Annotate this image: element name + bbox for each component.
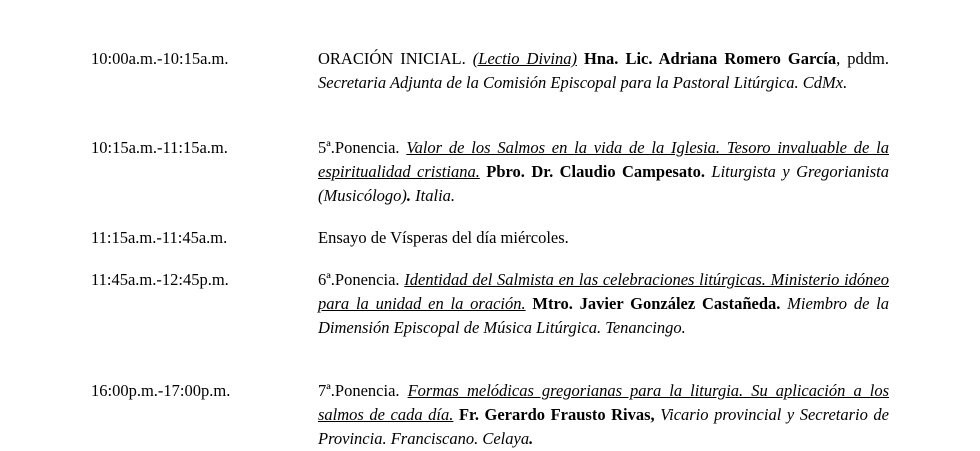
entry-speaker: Hna. Lic. Adriana Romero García: [584, 49, 837, 68]
entry-description: [318, 47, 889, 95]
entry-description: Ensayo de Vísperas del día miércoles.: [318, 228, 569, 247]
entry-speaker: Mtro. Javier González Castañeda.: [532, 294, 781, 313]
entry-speaker-suffix: , pddm.: [836, 49, 890, 68]
entry-time: 16:00p.m.-17:00p.m.: [91, 381, 231, 400]
entry-lead: 7ª.Ponencia.: [318, 381, 400, 400]
entry-lead: 6ª.Ponencia.: [318, 270, 400, 289]
entry-role: Liturgista y Gregorianista (Musicólogo): [318, 162, 889, 205]
entry-topic: Formas melódicas gregorianas para la liturgia. Su aplicación a los salmos de cada día.: [318, 381, 889, 424]
entry-speaker: Pbro. Dr. Claudio Campesato.: [486, 162, 705, 181]
entry-time: 11:15a.m.-11:45a.m.: [91, 228, 228, 247]
entry-lead: ORACIÓN INICIAL.: [318, 49, 466, 68]
entry-topic: (Lectio Divina): [472, 49, 577, 68]
entry-time: 10:00a.m.-10:15a.m.: [91, 49, 229, 68]
entry-lead: 5ª.Ponencia.: [318, 138, 400, 157]
entry-topic: Identidad del Salmista en las celebraciones litúrgicas. Ministerio idóneo para la unidad en la oración.: [318, 270, 889, 313]
entry-topic: Valor de los Salmos en la vida de la Iglesia. Tesoro invaluable de la espiritualidad cristiana.: [318, 138, 889, 181]
entry-speaker: Fr. Gerardo Frausto Rivas,: [458, 405, 655, 424]
entry-description: [318, 379, 889, 451]
entry-role: Miembro de la Dimensión Episcopal de Música Litúrgica. Tenancingo.: [318, 294, 890, 337]
entry-role-end: .: [406, 186, 412, 205]
entry-time: 11:45a.m.-12:45p.m.: [91, 270, 229, 289]
entry-time: 10:15a.m.-11:15a.m.: [91, 138, 228, 157]
entry-role: Vicario provincial y Secretario de Provincia. Franciscano. Celaya: [318, 405, 889, 448]
entry-role: Secretaria Adjunta de la Comisión Episcopal para la Pastoral Litúrgica. CdMx.: [318, 73, 848, 92]
entry-place: Italia.: [415, 186, 456, 205]
entry-description: [318, 136, 889, 208]
entry-role-end: .: [529, 429, 534, 448]
entry-description: [318, 268, 889, 340]
